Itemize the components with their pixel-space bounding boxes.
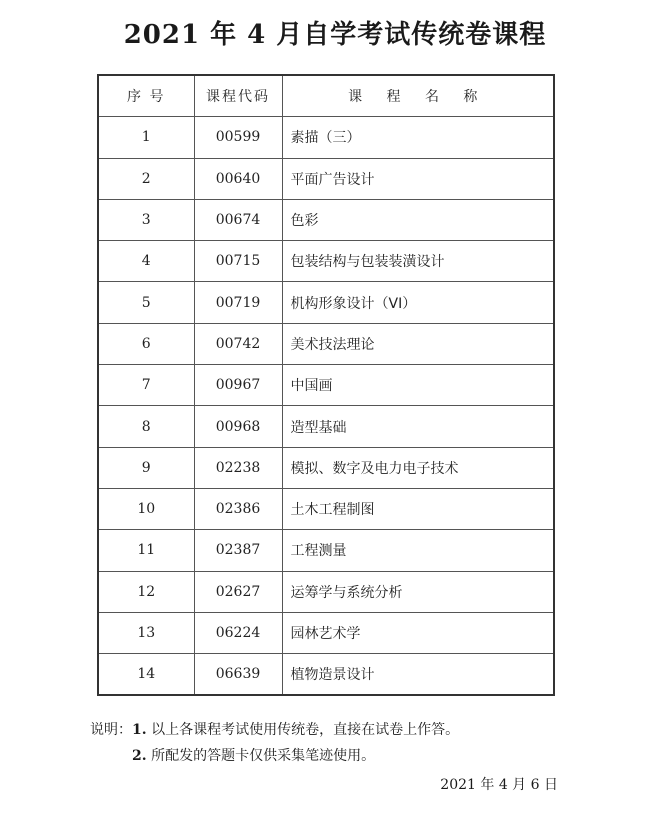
table-row	[98, 406, 554, 447]
table-row	[98, 241, 554, 282]
table-row	[98, 488, 554, 529]
row-seq: 11	[98, 530, 194, 571]
note-2-text: 所配发的答题卡仅供采集笔迹使用。	[151, 748, 376, 764]
row-name: 工程测量	[282, 530, 554, 571]
row-name: 模拟、数字及电力电子技术	[282, 447, 554, 488]
row-seq: 5	[98, 282, 194, 323]
row-name: 机构形象设计（VI）	[282, 282, 554, 323]
note-1-number: 1.	[132, 722, 147, 738]
notes-label: 说明：	[90, 722, 132, 738]
row-code: 00640	[194, 158, 282, 199]
row-seq: 12	[98, 571, 194, 612]
table-row	[98, 282, 554, 323]
row-name: 色彩	[282, 199, 554, 240]
row-seq: 6	[98, 323, 194, 364]
notes	[90, 717, 459, 769]
page-title: 2021 年 4 月自学考试传统卷课程	[123, 20, 547, 50]
row-seq: 1	[98, 117, 194, 158]
row-name: 平面广告设计	[282, 158, 554, 199]
row-name: 运筹学与系统分析	[282, 571, 554, 612]
course-table	[97, 74, 555, 696]
row-name: 植物造景设计	[282, 654, 554, 696]
row-code: 00967	[194, 365, 282, 406]
note-1-text: 以上各课程考试使用传统卷，直接在试卷上作答。	[151, 722, 460, 738]
document-date: 2021 年 4 月 6 日	[440, 777, 558, 793]
table-row	[98, 571, 554, 612]
row-seq: 7	[98, 365, 194, 406]
row-seq: 2	[98, 158, 194, 199]
row-seq: 9	[98, 447, 194, 488]
row-seq: 14	[98, 654, 194, 696]
table-row	[98, 158, 554, 199]
row-name: 园林艺术学	[282, 612, 554, 653]
row-name: 造型基础	[282, 406, 554, 447]
row-code: 00719	[194, 282, 282, 323]
row-code: 00968	[194, 406, 282, 447]
row-seq: 10	[98, 488, 194, 529]
row-name: 素描（三）	[282, 117, 554, 158]
note-2	[90, 743, 459, 769]
row-code: 00599	[194, 117, 282, 158]
table-row	[98, 323, 554, 364]
row-code: 00715	[194, 241, 282, 282]
header-name: 课 程 名 称	[282, 75, 554, 117]
header-seq: 序 号	[98, 75, 194, 117]
row-seq: 13	[98, 612, 194, 653]
row-name: 美术技法理论	[282, 323, 554, 364]
row-seq: 4	[98, 241, 194, 282]
table-row	[98, 612, 554, 653]
row-code: 06639	[194, 654, 282, 696]
row-code: 06224	[194, 612, 282, 653]
row-seq: 8	[98, 406, 194, 447]
note-2-number: 2.	[132, 748, 147, 764]
row-code: 02238	[194, 447, 282, 488]
row-name: 土木工程制图	[282, 488, 554, 529]
row-name: 包装结构与包装装潢设计	[282, 241, 554, 282]
table-body	[98, 117, 554, 696]
row-code: 02627	[194, 571, 282, 612]
table-header-row	[98, 75, 554, 117]
row-code: 00742	[194, 323, 282, 364]
table-row	[98, 117, 554, 158]
header-code: 课程代码	[194, 75, 282, 117]
note-1	[90, 717, 459, 743]
table-row	[98, 447, 554, 488]
row-seq: 3	[98, 199, 194, 240]
row-code: 02387	[194, 530, 282, 571]
course-table-container	[97, 74, 555, 696]
table-row	[98, 654, 554, 696]
row-code: 02386	[194, 488, 282, 529]
row-code: 00674	[194, 199, 282, 240]
table-row	[98, 365, 554, 406]
table-row	[98, 199, 554, 240]
row-name: 中国画	[282, 365, 554, 406]
table-row	[98, 530, 554, 571]
